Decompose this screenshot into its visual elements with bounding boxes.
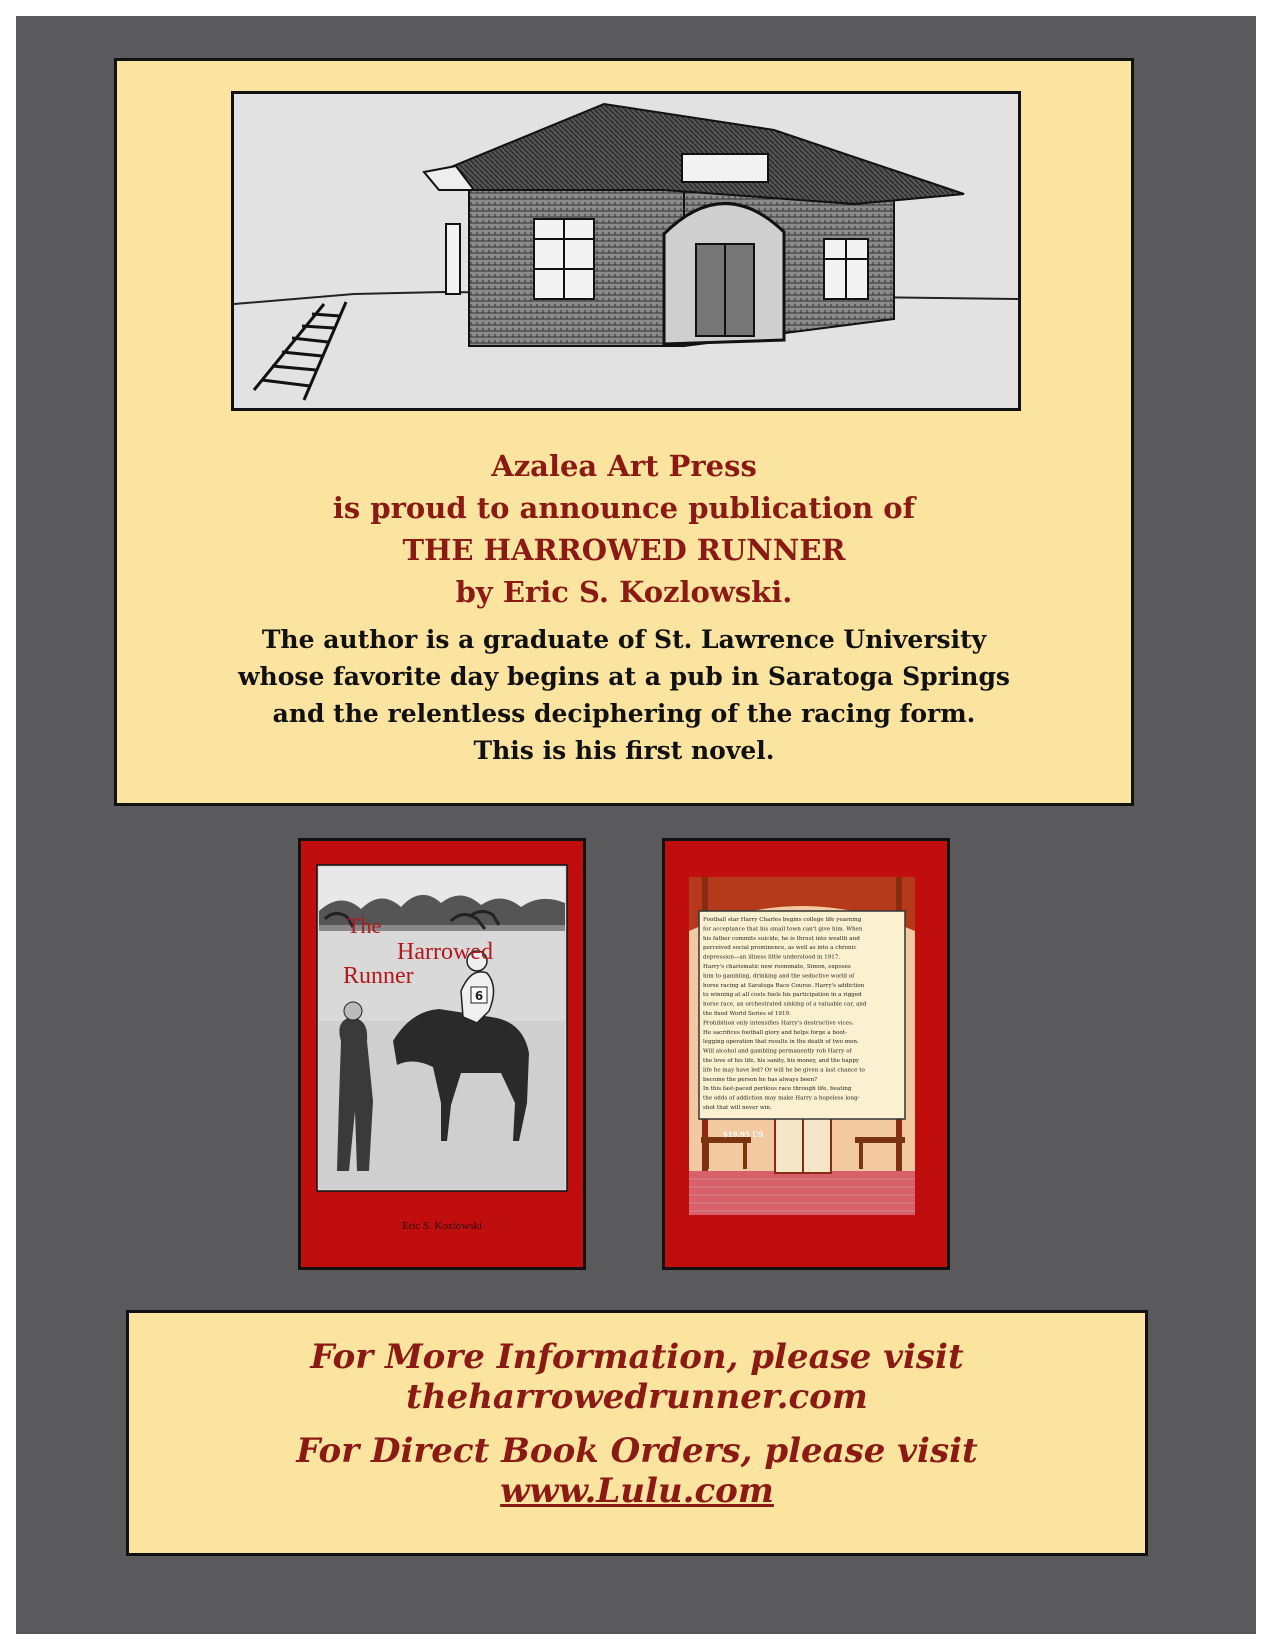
info-order-text: For Direct Book Orders, please visit [296,1431,978,1471]
info-more-text: For More Information, please visit [310,1337,964,1377]
author-bio [117,621,1131,769]
publisher-name: Azalea Art Press [491,449,757,483]
info-panel [126,1310,1148,1556]
bio-line: whose favorite day begins at a pub in Saratoga Springs [238,662,1010,691]
blurb-line: legging operation that results in the death of two men. [703,1039,859,1046]
info-website: theharrowedrunner.com [406,1377,868,1417]
blurb-line: In this fast-paced perilous race through life, beating [703,1086,852,1093]
blurb-line: Harry's charismatic new roommate, Simon, exposes [703,964,851,970]
cover-title-runner: Runner [343,963,414,989]
blurb-line: He sacrifices football glory and helps forge a boot- [703,1029,847,1036]
cover-author: Eric S. Kozlowski [401,1220,483,1232]
blurb-line: the fixed World Series of 1919. [703,1011,791,1017]
saddle-number: 6 [474,989,484,1003]
bio-line: This is his first novel. [473,736,775,765]
announcement-panel [114,58,1134,806]
blurb-line: him to gambling, drinking and the seductive world of [703,973,855,980]
announcement-text [117,445,1131,613]
blurb-line: to winning at all costs fuels his participation in a rigged [703,992,862,999]
blurb-line: horse racing at Saratoga Race Course. Harry's addiction [703,982,865,989]
back-cover-price: $19.95 US [723,1130,764,1139]
blurb-line: depression—an illness little understood in 1917. [703,954,841,961]
blurb-line: his father commits suicide, he is thrust into wealth and [703,935,860,942]
blurb-line: Football star Harry Charles begins college life yearning [703,917,862,923]
blurb-line: shot that will never win. [703,1105,772,1111]
bio-line: The author is a graduate of St. Lawrence University [261,625,987,654]
announce-line: is proud to announce publication of [332,491,916,525]
author-byline: by Eric S. Kozlowski. [455,575,793,609]
lulu-link[interactable]: www.Lulu.com [500,1471,774,1511]
cover-title-harrowed: Harrowed [397,939,493,965]
blurb-line: horse race, an orchestrated sinking of a valuable car, and [703,1001,867,1008]
blurb-line: perceived social prominence, as well as into a chronic [703,945,857,952]
blurb-line: life he may have led? Or will he be given a last chance to [703,1067,865,1074]
blurb-line: Prohibition only intensifies Harry's destructive vices. [703,1020,854,1027]
bio-line: and the relentless deciphering of the racing form. [272,699,976,728]
blurb-line: the love of his life, his sanity, his money, and the happy [703,1058,860,1064]
blurb-line: for acceptance that his small town can't give him. When [703,926,863,933]
cover-title-the: The [347,913,382,938]
book-title: THE HARROWED RUNNER [402,533,846,567]
blurb-line: Will alcohol and gambling permanently rob Harry of [703,1048,852,1055]
front-cover-image [298,838,586,1270]
blurb-line: the odds of addiction may make Harry a hopeless long- [703,1095,860,1102]
back-cover-image [662,838,950,1270]
blurb-line: become the person he has always been? [703,1076,818,1083]
station-illustration [231,91,1021,411]
